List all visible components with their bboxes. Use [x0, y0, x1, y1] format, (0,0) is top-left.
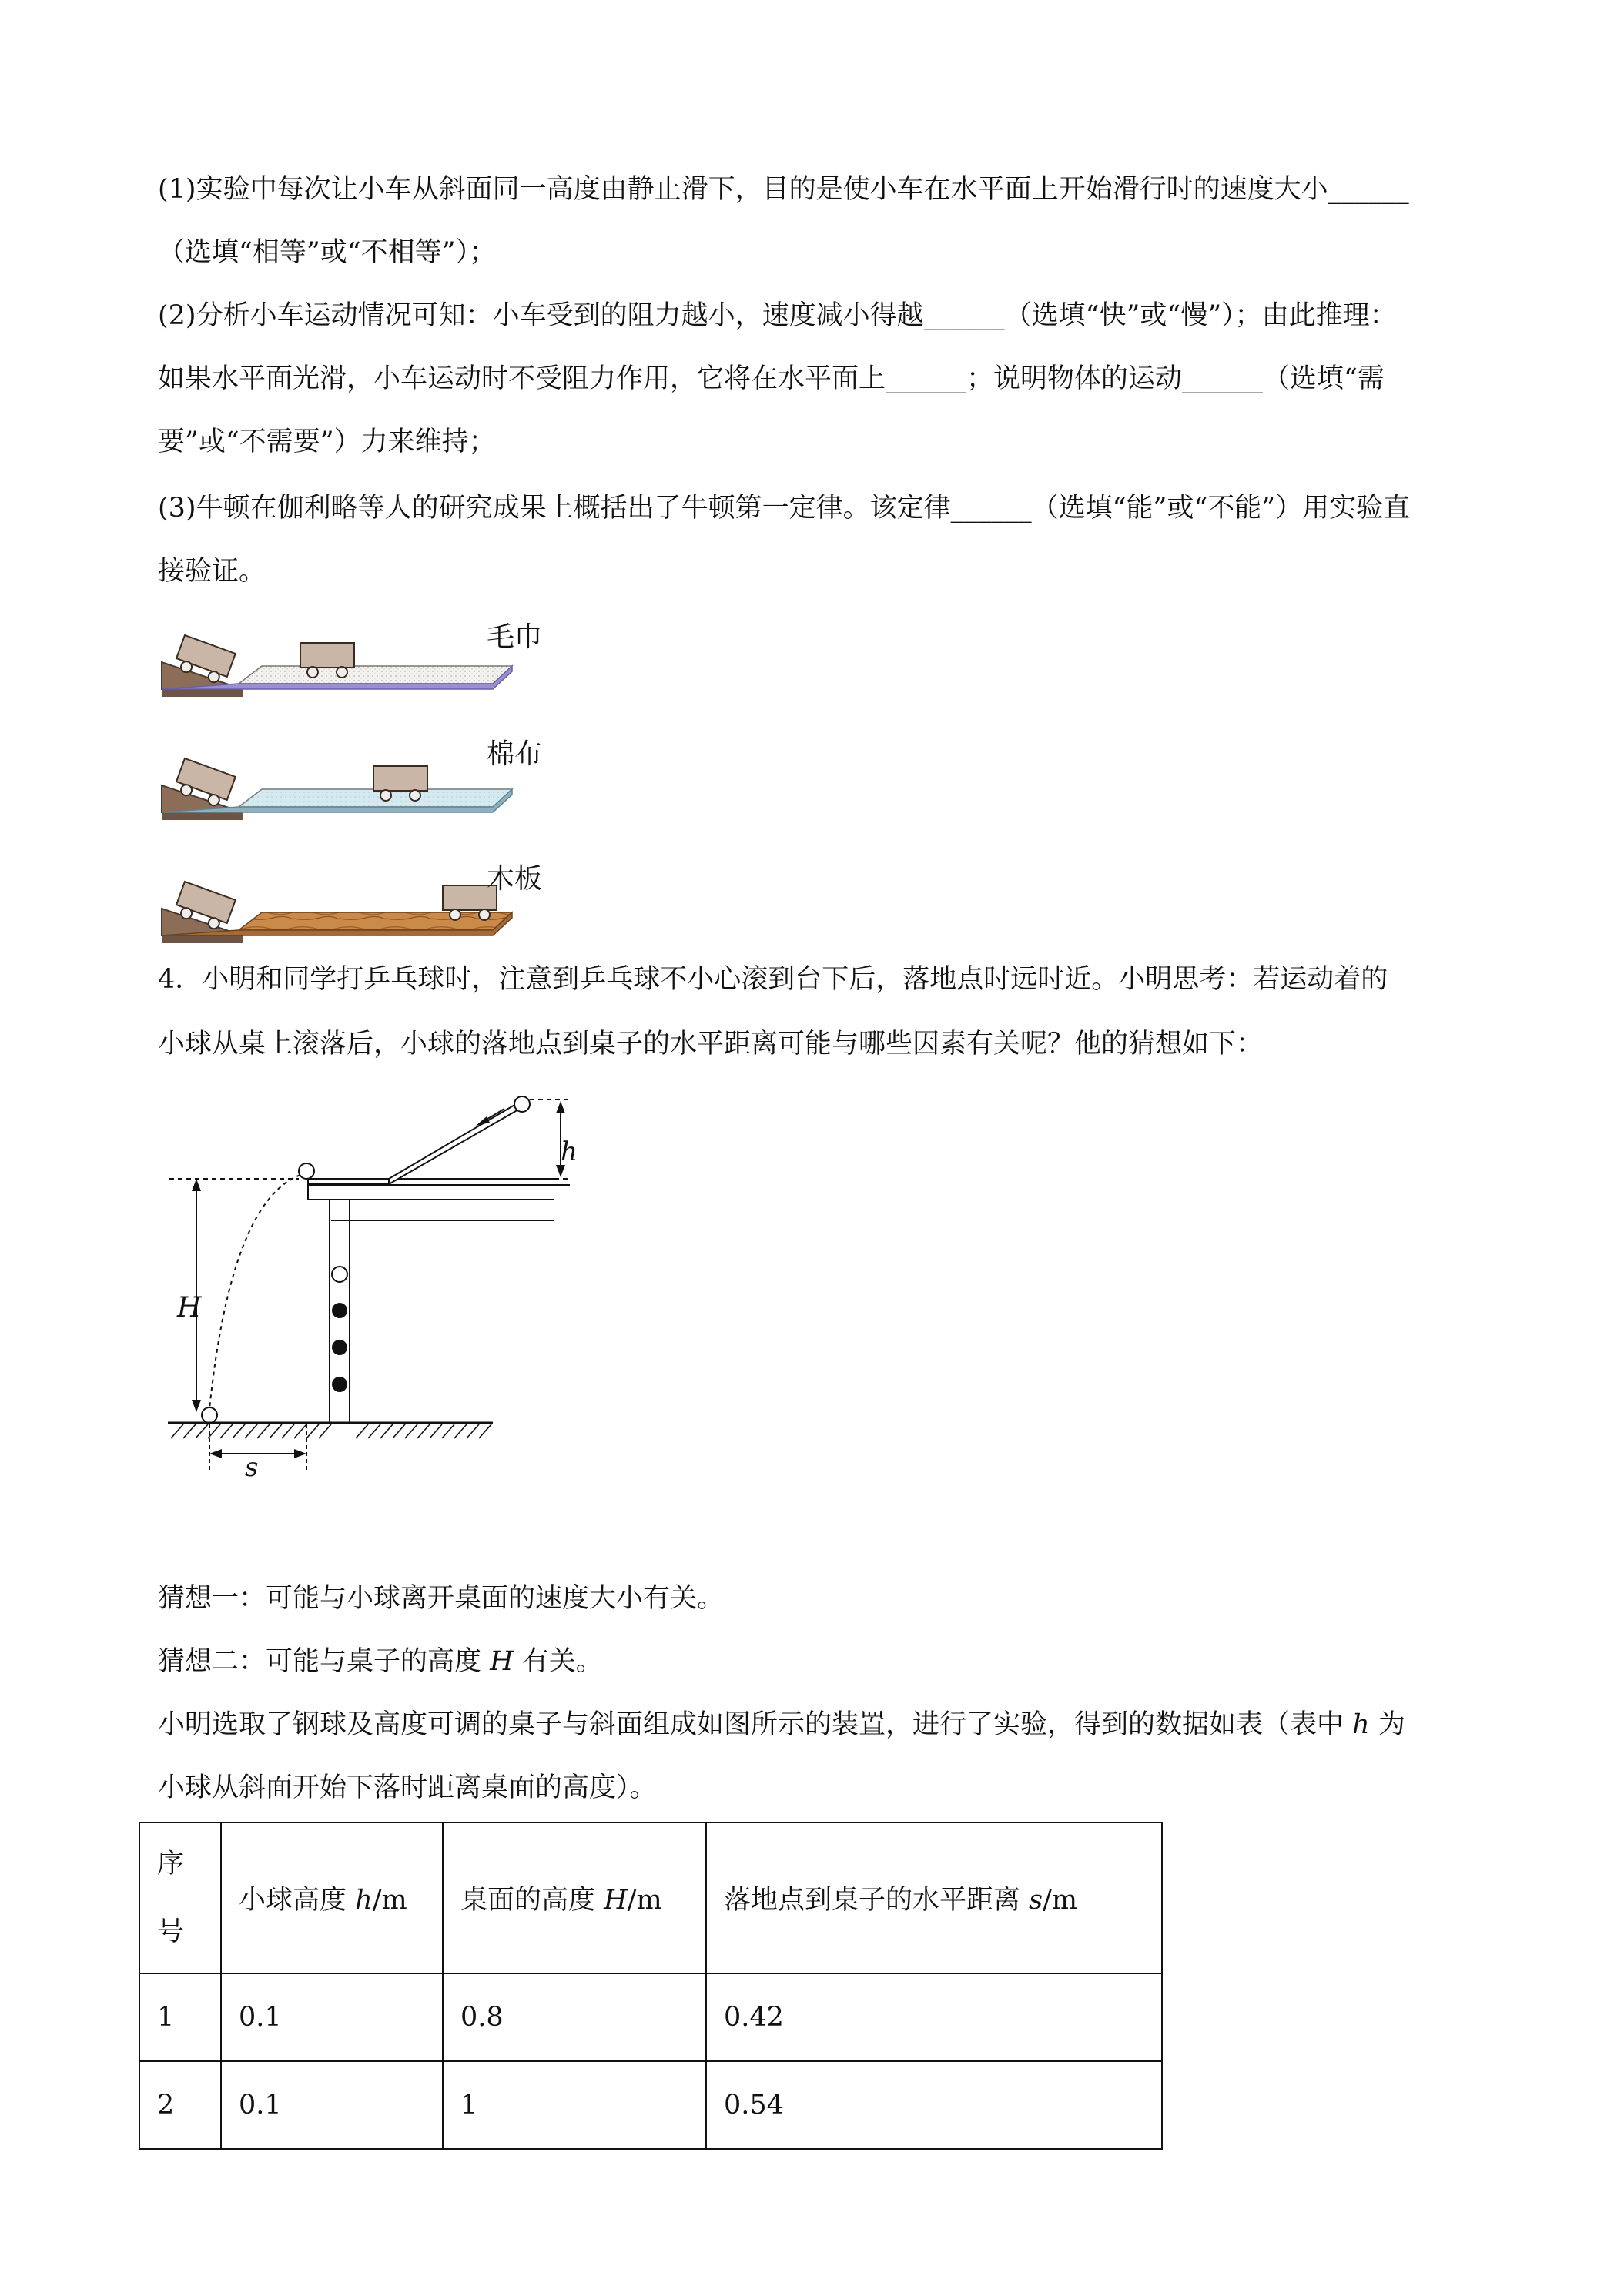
- row-number: 1: [139, 1973, 221, 2061]
- cloth-surface-setup: [162, 758, 512, 820]
- setup-description-line1: 小明选取了钢球及高度可调的桌子与斜面组成如图所示的装置，进行了实验，得到的数据如表（表中 h 为: [158, 1709, 1405, 1740]
- q3-part1-line1: (1)实验中每次让小车从斜面同一高度由静止滑下，目的是使小车在水平面上开始滑行时的速度大小______: [158, 174, 1409, 205]
- q3-part3-line2: 接验证。: [158, 556, 266, 587]
- row-table-height: 1: [443, 2061, 706, 2149]
- towel-label: 毛巾: [487, 621, 543, 653]
- table-row: [139, 2061, 1162, 2149]
- row-number: 2: [139, 2061, 221, 2149]
- guess-two: 猜想二：可能与桌子的高度 H 有关。: [158, 1646, 603, 1677]
- s-label: s: [245, 1452, 259, 1483]
- q3-part3-line1: (3)牛顿在伽利略等人的研究成果上概括出了牛顿第一定律。该定律______（选填“能”或“不能”）用实验直: [158, 493, 1411, 524]
- ball-drop-diagram: [154, 1086, 570, 1486]
- row-ball-height: 0.1: [221, 1973, 443, 2061]
- header-number: 序 号: [139, 1822, 221, 1973]
- h-label: h: [561, 1136, 578, 1167]
- towel-surface-setup: [162, 635, 512, 697]
- wood-surface-setup: [162, 882, 512, 943]
- q4-intro-line1: 4．小明和同学打乒乓球时，注意到乒乓球不小心滚到台下后，落地点时远时近。小明思考：若运动着的: [158, 964, 1388, 995]
- q3-part2-line1: (2)分析小车运动情况可知：小车受到的阻力越小，速度减小得越______（选填“快”或“慢”）；由此推理：: [158, 300, 1397, 331]
- q3-part2-line3: 要”或“不需要”）力来维持；: [158, 427, 496, 457]
- q4-intro-line2: 小球从桌上滚落后，小球的落地点到桌子的水平距离可能与哪些因素有关呢？他的猜想如下：: [158, 1029, 1264, 1059]
- q3-part1-line2: （选填“相等”或“不相等”）；: [158, 237, 497, 268]
- header-ball-height: 小球高度 h/m: [221, 1822, 443, 1973]
- q3-part2-line2: 如果水平面光滑，小车运动时不受阻力作用，它将在水平面上______；说明物体的运动______（选填“需: [158, 363, 1385, 394]
- header-table-height: 桌面的高度 H/m: [443, 1822, 706, 1973]
- row-table-height: 0.8: [443, 1973, 706, 2061]
- header-horizontal-distance: 落地点到桌子的水平距离 s/m: [706, 1822, 1162, 1973]
- wood-label: 木板: [487, 863, 543, 895]
- setup-description-line2: 小球从斜面开始下落时距离桌面的高度）。: [158, 1772, 657, 1803]
- row-ball-height: 0.1: [221, 2061, 443, 2149]
- row-horizontal-distance: 0.54: [706, 2061, 1162, 2149]
- table-row: [139, 1973, 1162, 2061]
- H-label: H: [177, 1292, 202, 1324]
- incline-experiment-figure: [154, 601, 539, 947]
- row-horizontal-distance: 0.42: [706, 1973, 1162, 2061]
- cloth-label: 棉布: [487, 738, 543, 770]
- guess-one: 猜想一：可能与小球离开桌面的速度大小有关。: [158, 1583, 725, 1614]
- results-table: [139, 1822, 1163, 2150]
- table-header-row: [139, 1822, 1162, 1973]
